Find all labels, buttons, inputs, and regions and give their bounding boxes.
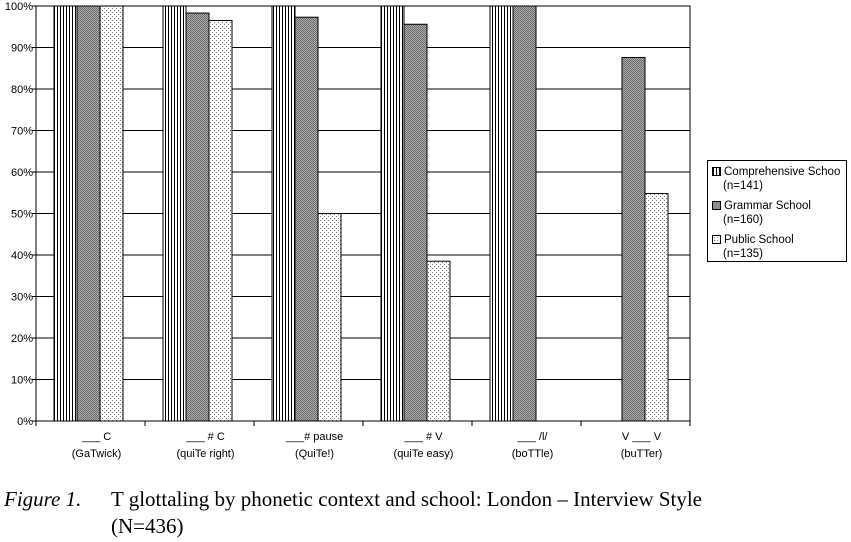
y-tick-label: 0% [17, 416, 33, 428]
bar-grammar [295, 17, 318, 421]
x-category-label: ___ # V [404, 431, 443, 443]
legend-swatch-comprehensive [712, 167, 721, 176]
y-tick-label: 40% [10, 250, 33, 262]
legend-item-comprehensive [712, 165, 840, 193]
x-category-label: ___ /l/ [517, 431, 548, 443]
bar-public [100, 6, 123, 421]
bar-public [427, 261, 450, 421]
legend-item-grammar [712, 199, 811, 227]
legend-swatch-public [712, 235, 721, 244]
y-tick-label: 20% [10, 333, 33, 345]
legend-swatch-grammar [712, 201, 721, 210]
bar-public [318, 214, 341, 422]
y-tick-labels [5, 1, 33, 428]
bar-grammar [404, 24, 427, 421]
bar-comprehensive [381, 6, 404, 421]
legend-label-grammar: Grammar School [724, 200, 811, 212]
bar-grammar [77, 6, 100, 421]
bar-comprehensive [54, 6, 77, 421]
x-category-label: V ___ V [621, 431, 662, 443]
legend-n-grammar: (n=160) [723, 214, 763, 226]
legend [707, 160, 847, 262]
x-category-sublabel: (QuiTe!) [294, 448, 335, 460]
y-tick-label: 60% [10, 167, 33, 179]
x-category-label: ___ # C [186, 431, 225, 443]
y-tick-label: 80% [10, 84, 33, 96]
y-tick-label: 10% [10, 374, 33, 387]
axes [32, 6, 690, 426]
x-category-labels [72, 431, 663, 460]
bar-comprehensive [490, 6, 513, 421]
legend-label-comprehensive: Comprehensive Schoo [724, 166, 841, 178]
y-tick-label: 90% [10, 42, 33, 55]
x-category-label: ___ C [81, 431, 112, 443]
bar-comprehensive [163, 6, 186, 421]
bar-grammar [186, 13, 209, 421]
grid-lines [36, 6, 690, 421]
y-tick-label: 30% [10, 291, 33, 304]
figure-caption [4, 486, 702, 540]
y-tick-label: 50% [10, 208, 33, 221]
bar-comprehensive [272, 6, 295, 421]
legend-label-public: Public School [724, 234, 794, 246]
y-tick-label: 100% [4, 1, 33, 13]
bar-grammar [513, 6, 536, 421]
bar-public [645, 194, 668, 421]
caption-line2: (N=436) [111, 514, 184, 538]
caption-label: Figure 1. [4, 487, 82, 511]
x-category-sublabel: (quiTe right) [176, 448, 235, 460]
legend-n-comprehensive: (n=141) [723, 180, 763, 192]
y-tick-label: 70% [10, 125, 33, 138]
x-category-sublabel: (buTTer) [620, 448, 663, 460]
x-category-sublabel: (quiTe easy) [393, 448, 454, 460]
bar-grammar [622, 57, 645, 421]
x-category-label: ___# pause [285, 431, 344, 443]
x-category-sublabel: (boTTle) [511, 448, 554, 460]
legend-item-public [712, 233, 794, 261]
legend-n-public: (n=135) [723, 248, 763, 260]
bar-public [209, 21, 232, 421]
caption-line1: T glottaling by phonetic context and school: London – Interview Style [111, 487, 703, 511]
x-category-sublabel: (GaTwick) [71, 448, 122, 460]
